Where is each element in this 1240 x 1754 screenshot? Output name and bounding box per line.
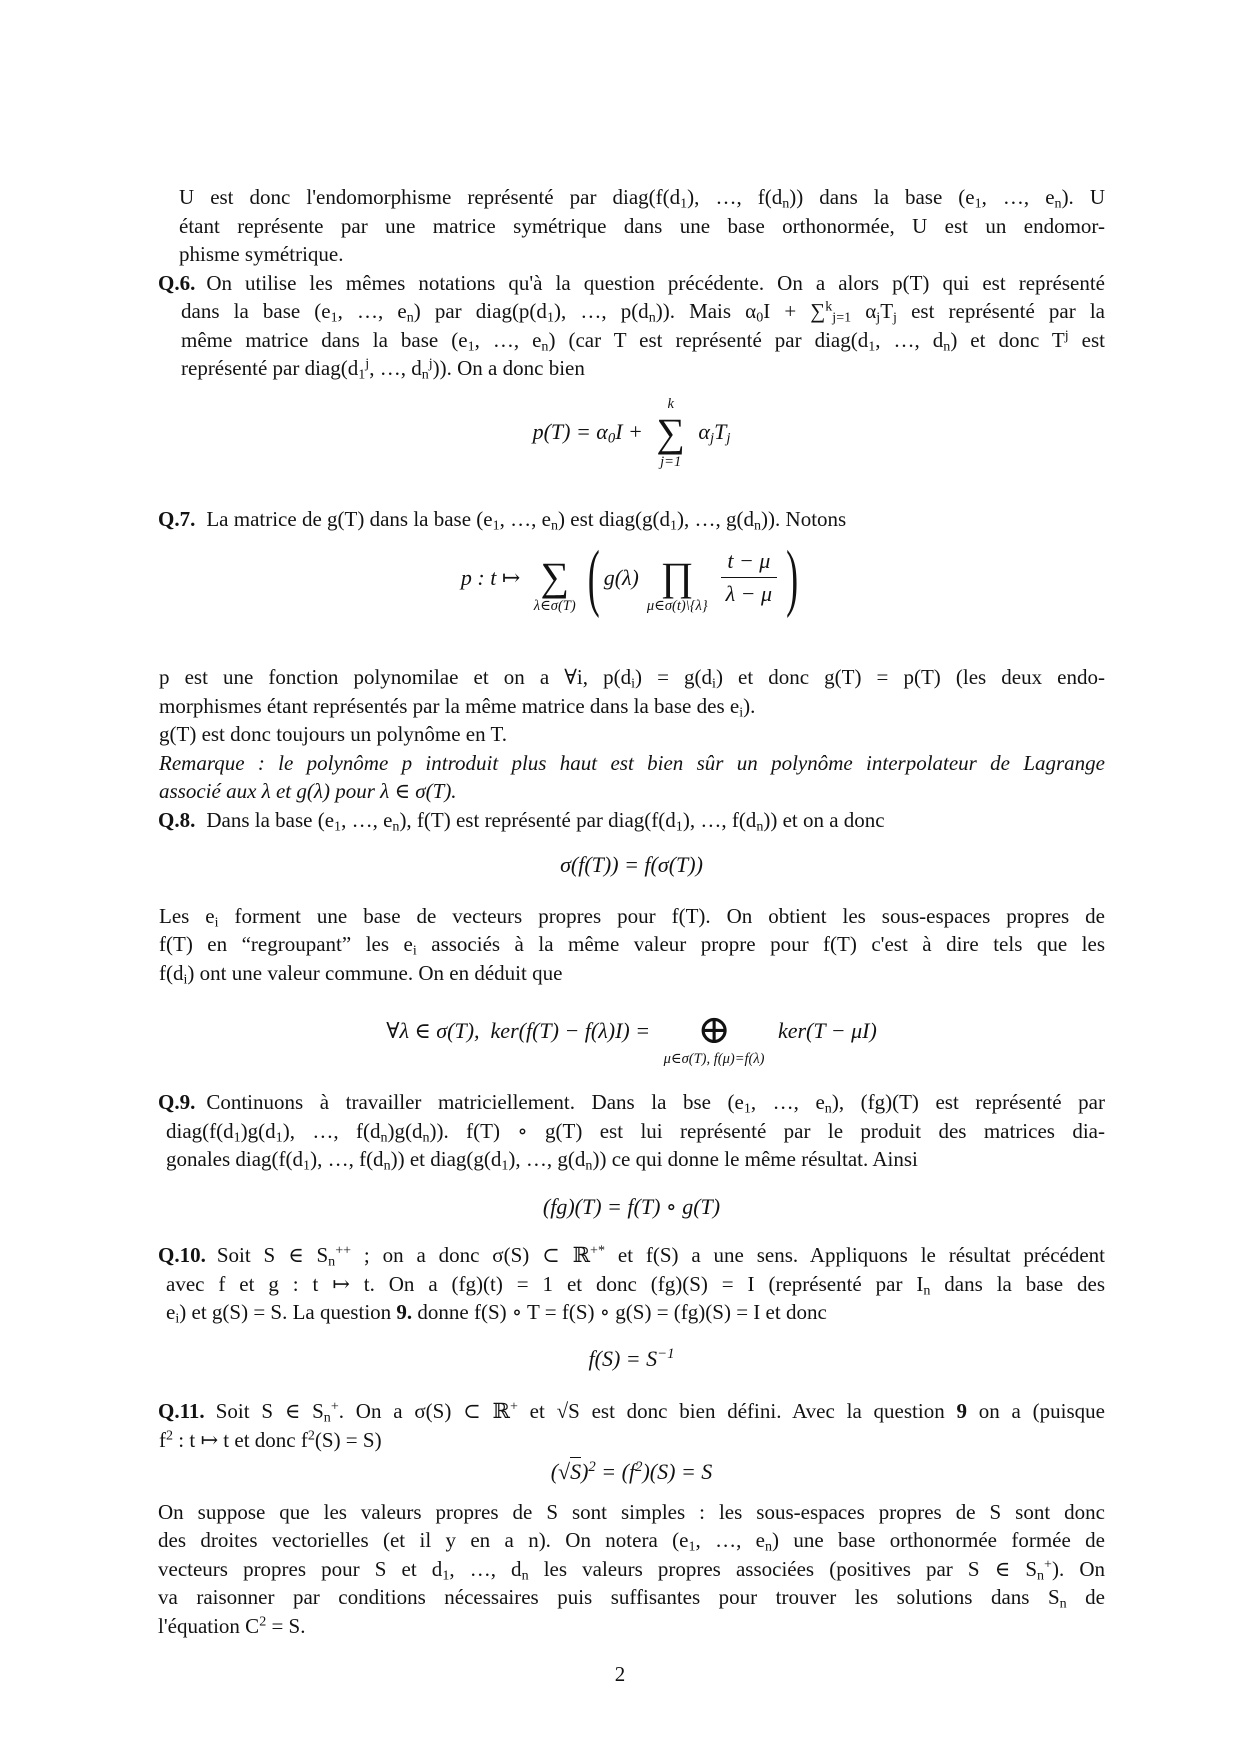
subscript: n [380,1129,388,1146]
sqrt-overline: S [570,1459,582,1485]
equation-lhs: p : t ↦ [460,564,526,590]
oplus-lower-limit: μ∈σ(T), f(μ)=f(λ) [663,1051,765,1068]
question-block [158,806,1105,835]
subscript: 1 [546,309,554,326]
product-operator [646,554,708,615]
superscript: 2 [588,1458,596,1475]
subscript: n [754,517,762,534]
fraction-denominator: λ − μ [721,577,777,608]
fraction-numerator: t − μ [727,548,771,574]
text-line: g(T) est donc toujours un polynôme en T. [159,722,507,747]
display-equation [158,1457,1105,1486]
text-line: phisme symétrique. [179,242,344,266]
text-line: Q.7. La matrice de g(T) dans la base (e1, …, en) est diag(g(d1), …, g(dn)). Notons [158,506,847,534]
subscript: i [214,914,219,931]
equation-rhs: ker(T − μI) [772,1017,877,1043]
superscript: + [1044,1556,1052,1573]
text-line: morphismes étant représentés par la même matrice dans la base des ei). [159,693,756,721]
text-line: Q.9. Continuons à travailler matriciellement. Dans la bse (e1, …, en), (fg)(T) est représenté par [158,1090,1105,1117]
superscript: ++ [335,1242,352,1259]
sum-symbol: ∑ [656,409,685,455]
subscript: n [648,309,656,326]
oplus-operator [663,1007,765,1068]
oplus-symbol: ⊕ [697,1007,731,1053]
subscript: 1 [680,195,688,212]
subscript: 1 [675,818,683,835]
subscript: n [1054,195,1062,212]
subscript: i [412,942,417,959]
subscript: n [550,517,559,534]
equation-inner: g(λ) [603,564,639,590]
question-label: Q.6. [158,270,196,295]
subscript: n [406,309,414,326]
equation-text: (fg)(T) = f(T) ∘ g(T) [542,1193,721,1219]
equation-post: )$^2 = (f^2)(S) = S$ [581,1458,713,1484]
paragraph-block [159,663,1105,720]
page-number: 2 [614,1662,626,1686]
text-line: On suppose que les valeurs propres de S sont simples : les sous-espaces propres de S sont donc [158,1499,1105,1524]
equation-pre: (√ [550,1458,571,1484]
subscript: 1 [974,195,982,212]
subscript: n [824,1100,832,1117]
superscript: 2 [259,1613,267,1630]
question-block [158,1088,1105,1174]
subscript: j [876,309,881,326]
question-label: Q.7. [158,506,196,531]
text-line: f(T) en “regroupant” les ei associés à la même valeur propre pour f(T) c'est à dire tels que les [159,932,1105,959]
text-line: même matrice dans la base (e1, …, en) (car T est représenté par diag(d1, …, dn) et donc $T^j$ est [181,326,1106,355]
display-equation [158,395,1105,471]
subscript: 0 [756,309,764,326]
superscript: k [825,298,833,315]
display-equation [158,535,1105,620]
subscript: 1 [275,1129,283,1146]
question-label: Q.10. [158,1243,206,1268]
subscript: j=1 [832,309,852,326]
text-line: U est donc l'endomorphisme représenté par diag(f(d1), …, f(dn)) dans la base (e1, …, en). U [179,185,1105,212]
superscript: 2 [307,1427,315,1444]
question-label: Q.11. [158,1399,205,1424]
equation-lhs: ∀λ ∈ σ(T), ker(f(T) − f(λ)I) = [386,1017,656,1043]
equation-text: $f(S) = S^{-1}$ [588,1345,675,1371]
bold-text: 9 [956,1399,967,1424]
question-block [159,1397,1105,1454]
sum-operator [656,395,685,471]
text-line: dans la base (e1, …, en) par diag(p(d1), …, p(dn)). Mais α0I + ∑$^k$j=1 αjTj est représenté par la [181,298,1105,326]
question-label: Q.9. [158,1090,196,1115]
equation-lhs: p(T) = α0I + [532,419,649,448]
paragraph-block [159,720,1105,749]
subscript: n [392,818,400,835]
subscript: j [726,431,731,448]
sum-lower-limit: λ∈σ(T) [533,598,576,615]
paragraph-block [159,902,1105,988]
subscript: n [943,338,951,355]
text-line: Remarque : le polynôme p introduit plus haut est bien sûr un polynôme interpolateur de Lagrange [159,750,1105,775]
question-block [158,505,1105,534]
equation-text: σ(f(T)) = f(σ(T)) [560,852,703,878]
subscript: n [923,1282,931,1299]
text-line: Q.11. Soit S ∈ Sn+. On a σ(S) ⊂ ℝ+ et √S est donc bien défini. Avec la question 9 on a (puisque [158,1398,1105,1426]
product-lower-limit: μ∈σ(t)\{λ} [646,598,708,615]
subscript: n [422,1129,430,1146]
subscript: 0 [607,431,616,448]
display-equation [158,1345,1105,1373]
subscript: n [765,1538,773,1555]
text-line: ei) et g(S) = S. La question 9. donne f(S) ∘ T = f(S) ∘ g(S) = (fg)(S) = I et donc [166,1300,827,1327]
subscript: 1 [467,338,475,355]
subscript: i [712,675,716,692]
sum-symbol: ∑ [540,554,569,600]
text-line: Les ei forment une base de vecteurs propres pour f(T). On obtient les sous-espaces propres de [159,903,1105,931]
display-equation [158,851,1105,879]
subscript: j [709,431,715,448]
text-line: représenté par diag(d1$^j$, …, $dn^j$)). On a donc bien [181,355,585,383]
superscript: + [509,1398,518,1415]
subscript: 1 [358,366,366,383]
subscript: n [328,1253,336,1270]
subscript: n [1059,1595,1067,1612]
subscript: n [323,1409,331,1426]
text-line: avec f et g : t ↦ t. On a (fg)(t) = 1 et donc (fg)(S) = I (représenté par In dans la base des [166,1271,1105,1299]
paragraph-block [158,1498,1105,1641]
question-block [158,1241,1105,1327]
text-line: $f^2$ : t ↦ t et donc $f^2(S) = S$) [159,1427,382,1452]
document-content [158,183,1105,1640]
subscript: 1 [330,309,338,326]
subscript: n [782,195,790,212]
subscript: 1 [868,338,876,355]
subscript: n [383,1157,391,1174]
superscript: −1 [657,1345,675,1362]
sum-upper-limit: k [667,395,674,412]
text-line: des droites vectorielles (et il y en a n). On notera (e1, …, en) une base orthonormée formée de [158,1528,1105,1555]
sum-lower-limit: j=1 [660,453,682,470]
text-line: va raisonner par conditions nécessaires puis suffisantes pour trouver les solutions dans Sn de [158,1585,1105,1612]
text-line: associé aux λ et g(λ) pour λ ∈ σ(T). [159,779,457,804]
superscript: j [365,355,370,372]
subscript: 1 [492,517,500,534]
question-label: Q.8. [158,807,196,832]
superscript: 2 [166,1427,174,1444]
equation-rhs: αjTj [692,419,731,448]
subscript: i [631,675,636,692]
subscript: 1 [501,1157,509,1174]
big-paren-left: ( [587,535,600,620]
superscript: + [330,1398,339,1415]
subscript: n [541,338,549,355]
text-line: étant représente par une matrice symétrique dans une base orthonormée, U est un endomor- [179,213,1105,238]
text-line: Q.6. On utilise les mêmes notations qu'à la question précédente. On a alors p(T) qui est représenté [158,270,1105,295]
subscript: i [739,704,744,721]
subscript: n [521,1567,529,1584]
display-equation [158,1193,1105,1221]
big-paren-right: ) [786,535,799,620]
text-line: Q.10. Soit S ∈ Sn++ ; on a donc σ(S) ⊂ ℝ+* et f(S) a une sens. Appliquons le résultat précédent [158,1242,1105,1270]
product-symbol: ∏ [660,554,694,600]
subscript: 1 [303,1157,311,1174]
subscript: n [1037,1567,1045,1584]
remark-block [159,749,1105,806]
superscript: j [428,355,433,372]
subscript: j [893,309,897,326]
text-line: diag(f(d1)g(d1), …, f(dn)g(dn)). f(T) ∘ g(T) est lui représenté par le produit des matrices dia- [166,1118,1105,1146]
subscript: 1 [233,1129,241,1146]
text-line: l'équation $C^2 = S$. [158,1613,306,1638]
subscript: 1 [334,818,342,835]
superscript: +* [590,1242,606,1259]
sum-operator [533,554,576,615]
subscript: n [421,366,429,383]
subscript: 1 [669,517,678,534]
text-line: f(di) ont une valeur commune. On en déduit que [159,960,563,988]
subscript: 1 [688,1538,696,1555]
subscript: 1 [442,1567,450,1584]
subscript: i [175,1310,180,1327]
text-line: gonales diag(f(d1), …, f(dn)) et diag(g(d1), …, g(dn)) ce qui donne le même résultat. Ainsi [166,1147,918,1174]
subscript: i [183,971,188,988]
superscript: j [1064,326,1069,343]
text-line: p est une fonction polynomilae et on a ∀i, p(di) = g(di) et donc g(T) = p(T) (les deux endo- [159,665,1105,692]
superscript: 2 [635,1458,643,1475]
bold-text: 9. [396,1300,413,1325]
display-equation [158,1001,1105,1068]
subscript: n [585,1157,593,1174]
text-line: vecteurs propres pour S et d1, …, dn les valeurs propres associées (positives par S ∈ Sn+). On [158,1556,1105,1584]
question-block [158,269,1106,383]
subscript: 1 [743,1100,751,1117]
text-line: Q.8. Dans la base (e1, …, en), f(T) est représenté par diag(f(d1), …, f(dn)) et on a donc [158,807,885,835]
subscript: n [756,818,764,835]
paragraph-block [179,183,1105,269]
fraction [721,547,777,607]
